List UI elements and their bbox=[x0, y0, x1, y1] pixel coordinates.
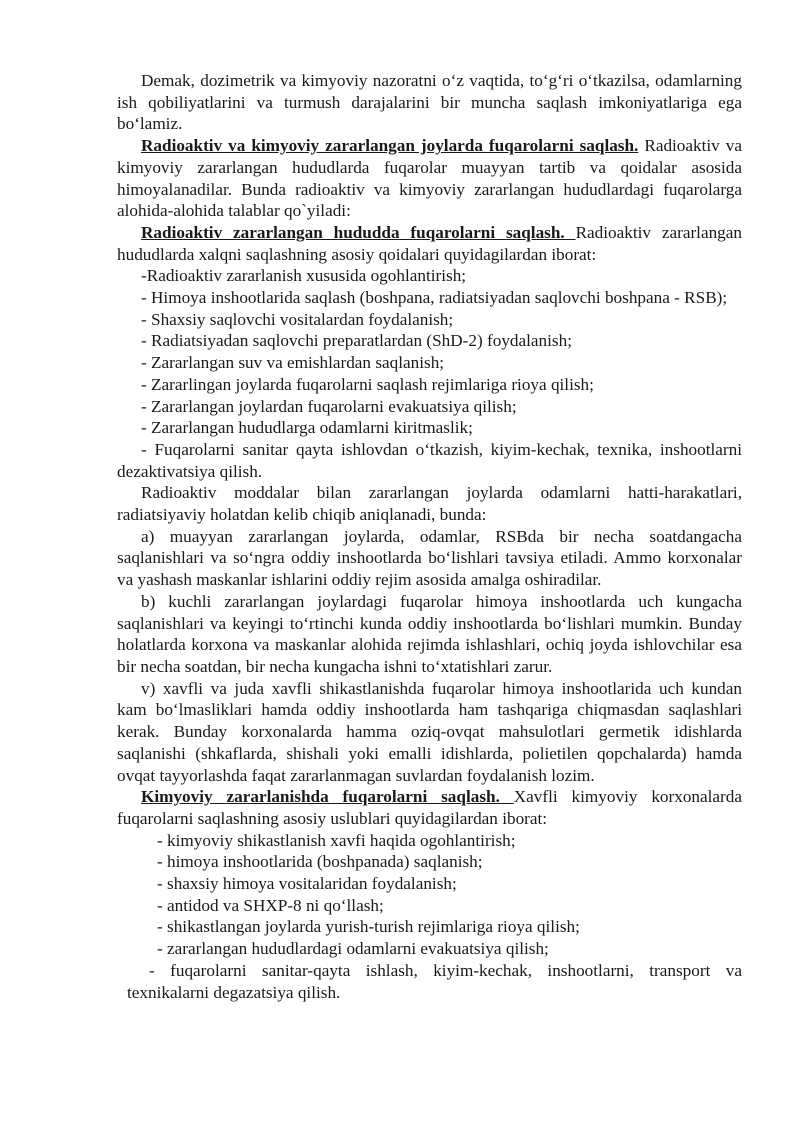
section-radio-chem-text: Radioaktiv va kimyoviy zararlangan hududlarda fuqarolar muayyan tartib va qoidalar asosida himoyalanadilar. Bunda radioaktiv va kimyoviy zararlangan hududlardagi fuqarolarga alohida-alohida talablar qo`yiladi: bbox=[117, 136, 742, 221]
radio-behaviour-paragraph: Radioaktiv moddalar bilan zararlangan joylarda odamlarni hatti-harakatlari, radiatsiyaviy holatdan kelib chiqib aniqlanadi, bunda: bbox=[117, 483, 742, 525]
radio-list-item: - Zararlangan joylardan fuqarolarni evakuatsiya qilish; bbox=[141, 396, 517, 416]
section-radio-chem bbox=[117, 135, 742, 222]
chem-list-item: - antidod va SHXP-8 ni qo‘llash; bbox=[157, 895, 384, 915]
heading-chem: Kimyoviy zararlanishda fuqarolarni saqlash. bbox=[141, 787, 514, 807]
radio-list-item: - Himoya inshootlarida saqlash (boshpana, radiatsiyadan saqlovchi boshpana - RSB); bbox=[141, 288, 728, 308]
radio-list-item: - Zararlangan hududlarga odamlarni kiritmaslik; bbox=[141, 418, 473, 438]
heading-radio-chem: Radioaktiv va kimyoviy zararlangan joylarda fuqarolarni saqlash. bbox=[141, 136, 639, 156]
section-radio bbox=[117, 222, 742, 265]
radio-list-item: - Fuqarolarni sanitar qayta ishlovdan o‘tkazish, kiyim-kechak, texnika, inshootlarni dezaktivatsiya qilish. bbox=[117, 439, 742, 481]
radio-list-item: - Zararlingan joylarda fuqarolarni saqlash rejimlariga rioya qilish; bbox=[141, 374, 594, 394]
chem-list-item: - zararlangan hududlardagi odamlarni evakuatsiya qilish; bbox=[157, 939, 549, 959]
section-chem-text: Xavfli kimyoviy korxonalarda fuqarolarni saqlashning asosiy uslublari quyidagilardan iborat: bbox=[117, 787, 742, 828]
radio-list-item: -Radioaktiv zararlanish xususida ogohlantirish; bbox=[141, 266, 467, 286]
chem-list-item: - himoya inshootlarida (boshpanada) saqlanish; bbox=[157, 852, 483, 872]
radio-list-item: - Zararlangan suv va emishlardan saqlanish; bbox=[141, 353, 445, 373]
section-radio-text: Radioaktiv zararlangan hududlarda xalqni saqlashning asosiy qoidalari quyidagilardan iborat: bbox=[117, 222, 742, 264]
intro-paragraph: Demak, dozimetrik va kimyoviy nazoratni o‘z vaqtida, to‘g‘ri o‘tkazilsa, odamlarning ish qobiliyatlarini va turmush darajalarini bir muncha saqlash imkoniyatlariga ega bo‘lamiz. bbox=[117, 71, 742, 134]
case-b-paragraph: b) kuchli zararlangan joylardagi fuqarolar himoya inshootlarda uch kungacha saqlanishlari va keyingi to‘rtinchi kunda oddiy inshootlarda bo‘lishlari mumkin. Bunday holatlarda korxona va maskanlar alohida rejimda ishlashlari, ochiq joyda ishlovchilar esa bir necha soatdan, bir necha kungacha ishni to‘xtatishlari zarur. bbox=[117, 591, 742, 676]
chem-list-item: - fuqarolarni sanitar-qayta ishlash, kiyim-kechak, inshootlarni, transport va texnikalarni degazatsiya qilish. bbox=[127, 960, 742, 1002]
heading-radio: Radioaktiv zararlangan hududda fuqarolarni saqlash. bbox=[141, 222, 576, 242]
case-v-paragraph: v) xavfli va juda xavfli shikastlanishda fuqarolar himoya inshootlarida uch kundan kam bo‘lmasliklari hamda oddiy inshootlarda ham tashqariga chiqmasdan saqlashlari kerak. Bunday korxonalarda hamma oziq-ovqat mahsulotlari germetik idishlarda saqlanishi (shkaflarda, shishali yoki emalli idishlarda, polietilen qopchalarda) hamda ovqat tayyorlashda faqat zararlanmagan suvlardan foydalanish lozim. bbox=[117, 678, 742, 785]
radio-list-item: - Radiatsiyadan saqlovchi preparatlardan (ShD-2) foydalanish; bbox=[141, 331, 572, 351]
radio-list-item: - Shaxsiy saqlovchi vositalardan foydalanish; bbox=[141, 309, 454, 329]
section-chem bbox=[117, 786, 742, 829]
chem-list-item: - kimyoviy shikastlanish xavfi haqida ogohlantirish; bbox=[157, 830, 516, 850]
case-a-paragraph: a) muayyan zararlangan joylarda, odamlar, RSBda bir necha soatdangacha saqlanishlari va so‘ngra oddiy inshootlarda bo‘lishlari tavsiya etiladi. Ammo korxonalar va yashash maskanlar ishlarini oddiy rejim asosida amalga oshiradilar. bbox=[117, 526, 742, 590]
chem-list-item: - shaxsiy himoya vositalaridan foydalanish; bbox=[157, 874, 457, 894]
document-page bbox=[117, 70, 742, 1003]
chem-list-item: - shikastlangan joylarda yurish-turish rejimlariga rioya qilish; bbox=[157, 917, 580, 937]
